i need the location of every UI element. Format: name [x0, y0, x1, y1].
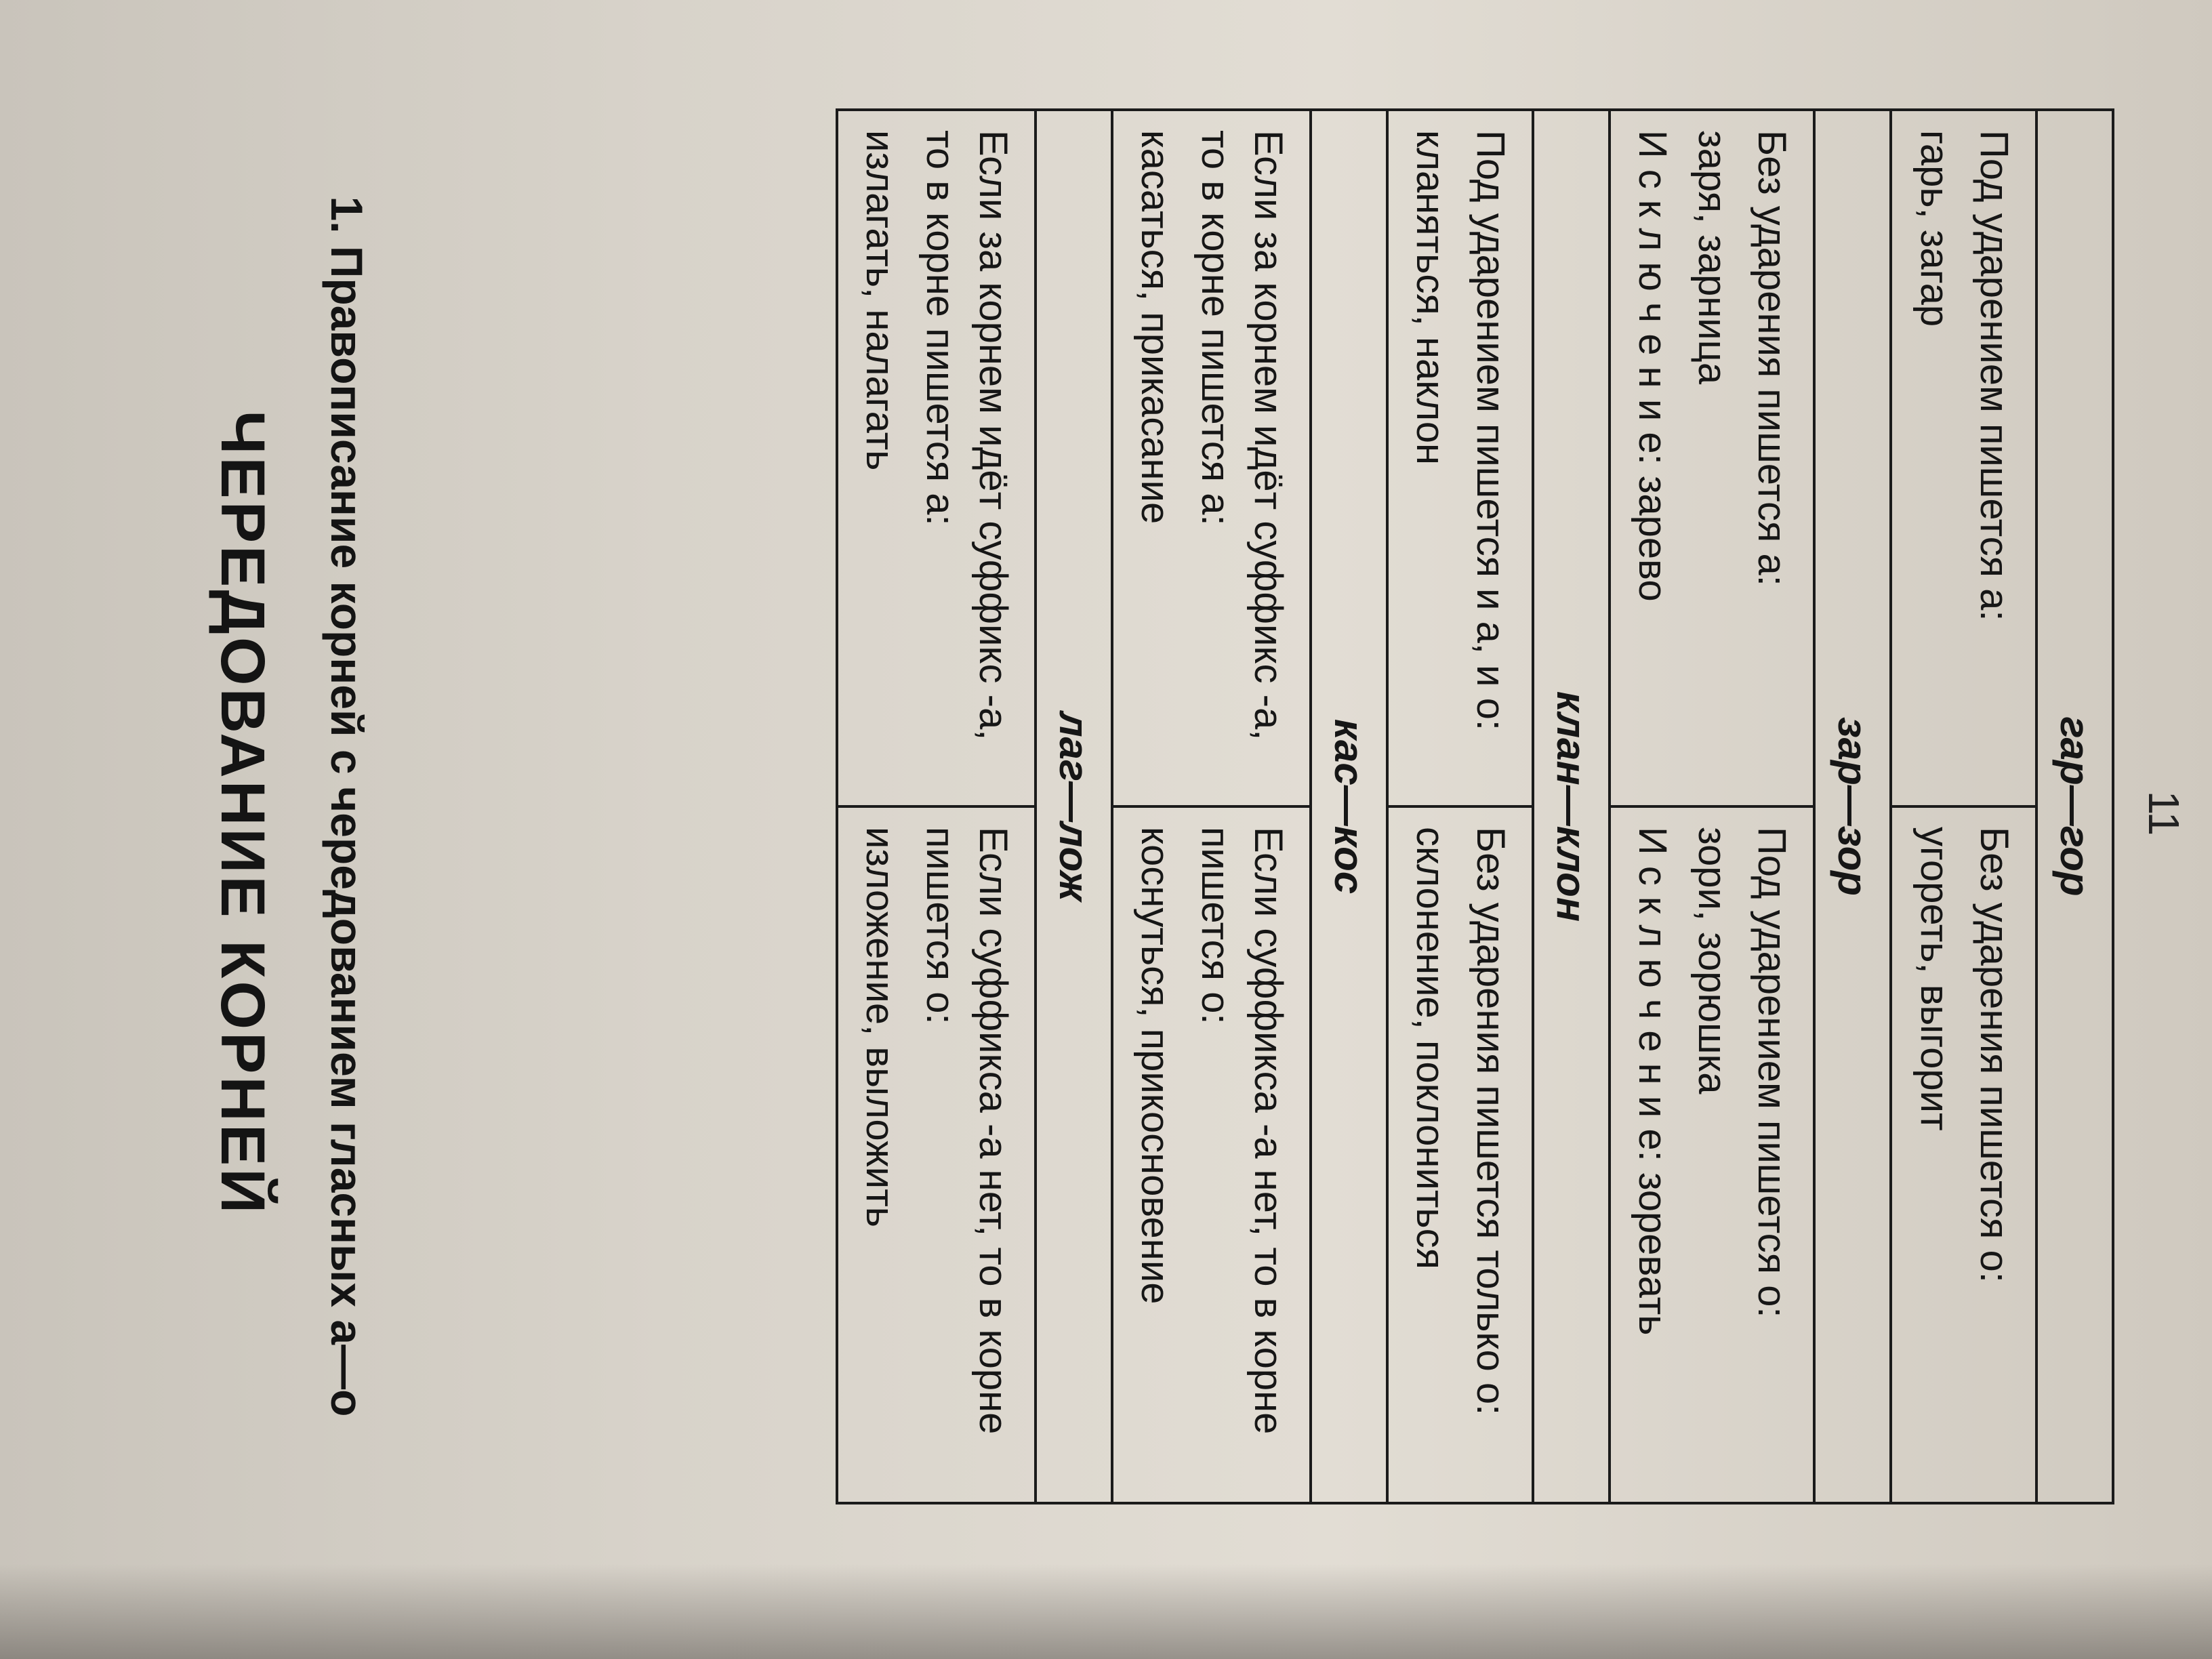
alternation-rules-table [836, 108, 2114, 1504]
page-number: 11 [2139, 790, 2188, 836]
rule-cell-left [1112, 110, 1311, 806]
rule-text: Если за корнем идёт суффикс -а, то в корне пишется а: [1193, 130, 1290, 741]
rule-text: Под ударением пишется а: [1972, 130, 2016, 621]
example-words: гарь, загар [1912, 130, 1957, 327]
rule-row [837, 110, 1036, 1503]
root-header-row [1036, 110, 1112, 1503]
rule-cell-right [837, 806, 1036, 1503]
rule-text: Если суффикса -а нет, то в корне пишется о: [918, 827, 1016, 1435]
exception-text: И с к л ю ч е н и е: зоревать [1630, 827, 1675, 1336]
example-words: изложение, выложить [858, 827, 903, 1227]
rule-cell-left [1891, 110, 2036, 806]
example-words: зори, зорюшка [1690, 827, 1735, 1094]
example-words: коснуться, прикосновение [1133, 827, 1178, 1305]
rule-text: Без ударения пишется а: [1750, 130, 1795, 586]
root-pair-heading: гар—гор [2036, 110, 2113, 1503]
book-page [169, 61, 2203, 1552]
example-words: излагать, налагать [858, 130, 903, 471]
rule-row [1112, 110, 1311, 1503]
root-pair-heading: кас—кос [1311, 110, 1387, 1503]
root-header-row [1311, 110, 1387, 1503]
rule-row [1387, 110, 1533, 1503]
example-words: касаться, прикасание [1133, 130, 1178, 525]
example-words: кланяться, наклон [1408, 130, 1453, 466]
root-pair-heading: зар—зор [1814, 110, 1891, 1503]
rule-cell-left [837, 110, 1036, 806]
root-header-row [1814, 110, 1891, 1503]
rule-text: Если за корнем идёт суффикс -а, то в корне пишется а: [918, 130, 1016, 741]
rule-row [1891, 110, 2036, 1503]
page-title: ЧЕРЕДОВАНИЕ КОРНЕЙ [208, 410, 277, 1216]
example-words: заря, зарница [1690, 130, 1735, 385]
example-words: угореть, выгорит [1912, 827, 1957, 1131]
rule-cell-right [1387, 806, 1533, 1503]
root-pair-heading: клан—клон [1533, 110, 1610, 1503]
rule-text: Без ударения пишется только о: [1468, 827, 1513, 1416]
rule-cell-right [1610, 806, 1815, 1503]
page-shadow [0, 1564, 2212, 1659]
root-pair-heading: лаг—лож [1036, 110, 1112, 1503]
rule-cell-left [1610, 110, 1815, 806]
rule-text: Под ударением пишется и а, и о: [1468, 130, 1513, 731]
rule-cell-right [1891, 806, 2036, 1503]
rule-cell-left [1387, 110, 1533, 806]
rule-text: Под ударением пишется о: [1750, 827, 1795, 1318]
section-title: 1. Правописание корней с чередованием гласных а—о [322, 196, 372, 1417]
example-words: склонение, поклониться [1408, 827, 1453, 1270]
root-header-row [2036, 110, 2113, 1503]
rule-row [1610, 110, 1815, 1503]
exception-text: И с к л ю ч е н и е: зарево [1630, 130, 1675, 602]
rule-text: Без ударения пишется о: [1972, 827, 2016, 1283]
rule-cell-right [1112, 806, 1311, 1503]
rule-text: Если суффикса -а нет, то в корне пишется о: [1193, 827, 1290, 1435]
root-header-row [1533, 110, 1610, 1503]
